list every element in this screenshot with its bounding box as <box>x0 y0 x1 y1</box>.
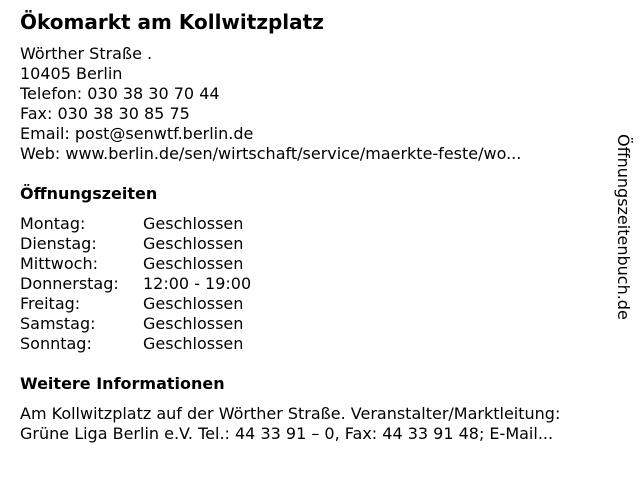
hours-row-saturday <box>20 314 251 334</box>
email-address: Email: post@senwtf.berlin.de <box>20 124 254 143</box>
hours-row-thursday <box>20 274 251 294</box>
day-label: Sonntag: <box>20 334 92 353</box>
day-hours: 12:00 - 19:00 <box>143 274 252 293</box>
hours-row-sunday <box>20 334 251 354</box>
day-label: Montag: <box>20 214 86 233</box>
site-watermark: Öffnungszeitenbuch.de <box>614 134 633 320</box>
address-street: Wörther Straße . <box>20 44 153 63</box>
hours-row-friday <box>20 294 251 314</box>
day-hours: Geschlossen <box>143 254 244 273</box>
day-hours: Geschlossen <box>143 214 244 233</box>
day-hours: Geschlossen <box>143 334 244 353</box>
hours-row-tuesday <box>20 234 251 254</box>
info-line: Am Kollwitzplatz auf der Wörther Straße. Veranstalter/Marktleitung: <box>20 404 561 423</box>
day-hours: Geschlossen <box>143 234 244 253</box>
day-hours: Geschlossen <box>143 314 244 333</box>
website-link: Web: www.berlin.de/sen/wirtschaft/service/maerkte-feste/wo... <box>20 144 522 163</box>
phone-number: Telefon: 030 38 30 70 44 <box>20 84 220 103</box>
day-label: Samstag: <box>20 314 96 333</box>
opening-hours-table <box>20 214 251 354</box>
contact-block <box>20 44 521 164</box>
day-label: Freitag: <box>20 294 81 313</box>
info-line: Grüne Liga Berlin e.V. Tel.: 44 33 91 – 0, Fax: 44 33 91 48; E-Mail... <box>20 424 554 443</box>
day-label: Dienstag: <box>20 234 97 253</box>
opening-hours-heading: Öffnungszeiten <box>20 184 158 203</box>
day-label: Donnerstag: <box>20 274 119 293</box>
fax-number: Fax: 030 38 30 85 75 <box>20 104 190 123</box>
day-hours: Geschlossen <box>143 294 244 313</box>
hours-row-monday <box>20 214 251 234</box>
more-info-text <box>20 404 560 444</box>
address-city: 10405 Berlin <box>20 64 123 83</box>
more-info-heading: Weitere Informationen <box>20 374 225 393</box>
hours-row-wednesday <box>20 254 251 274</box>
day-label: Mittwoch: <box>20 254 98 273</box>
page-title: Ökomarkt am Kollwitzplatz <box>20 10 324 34</box>
